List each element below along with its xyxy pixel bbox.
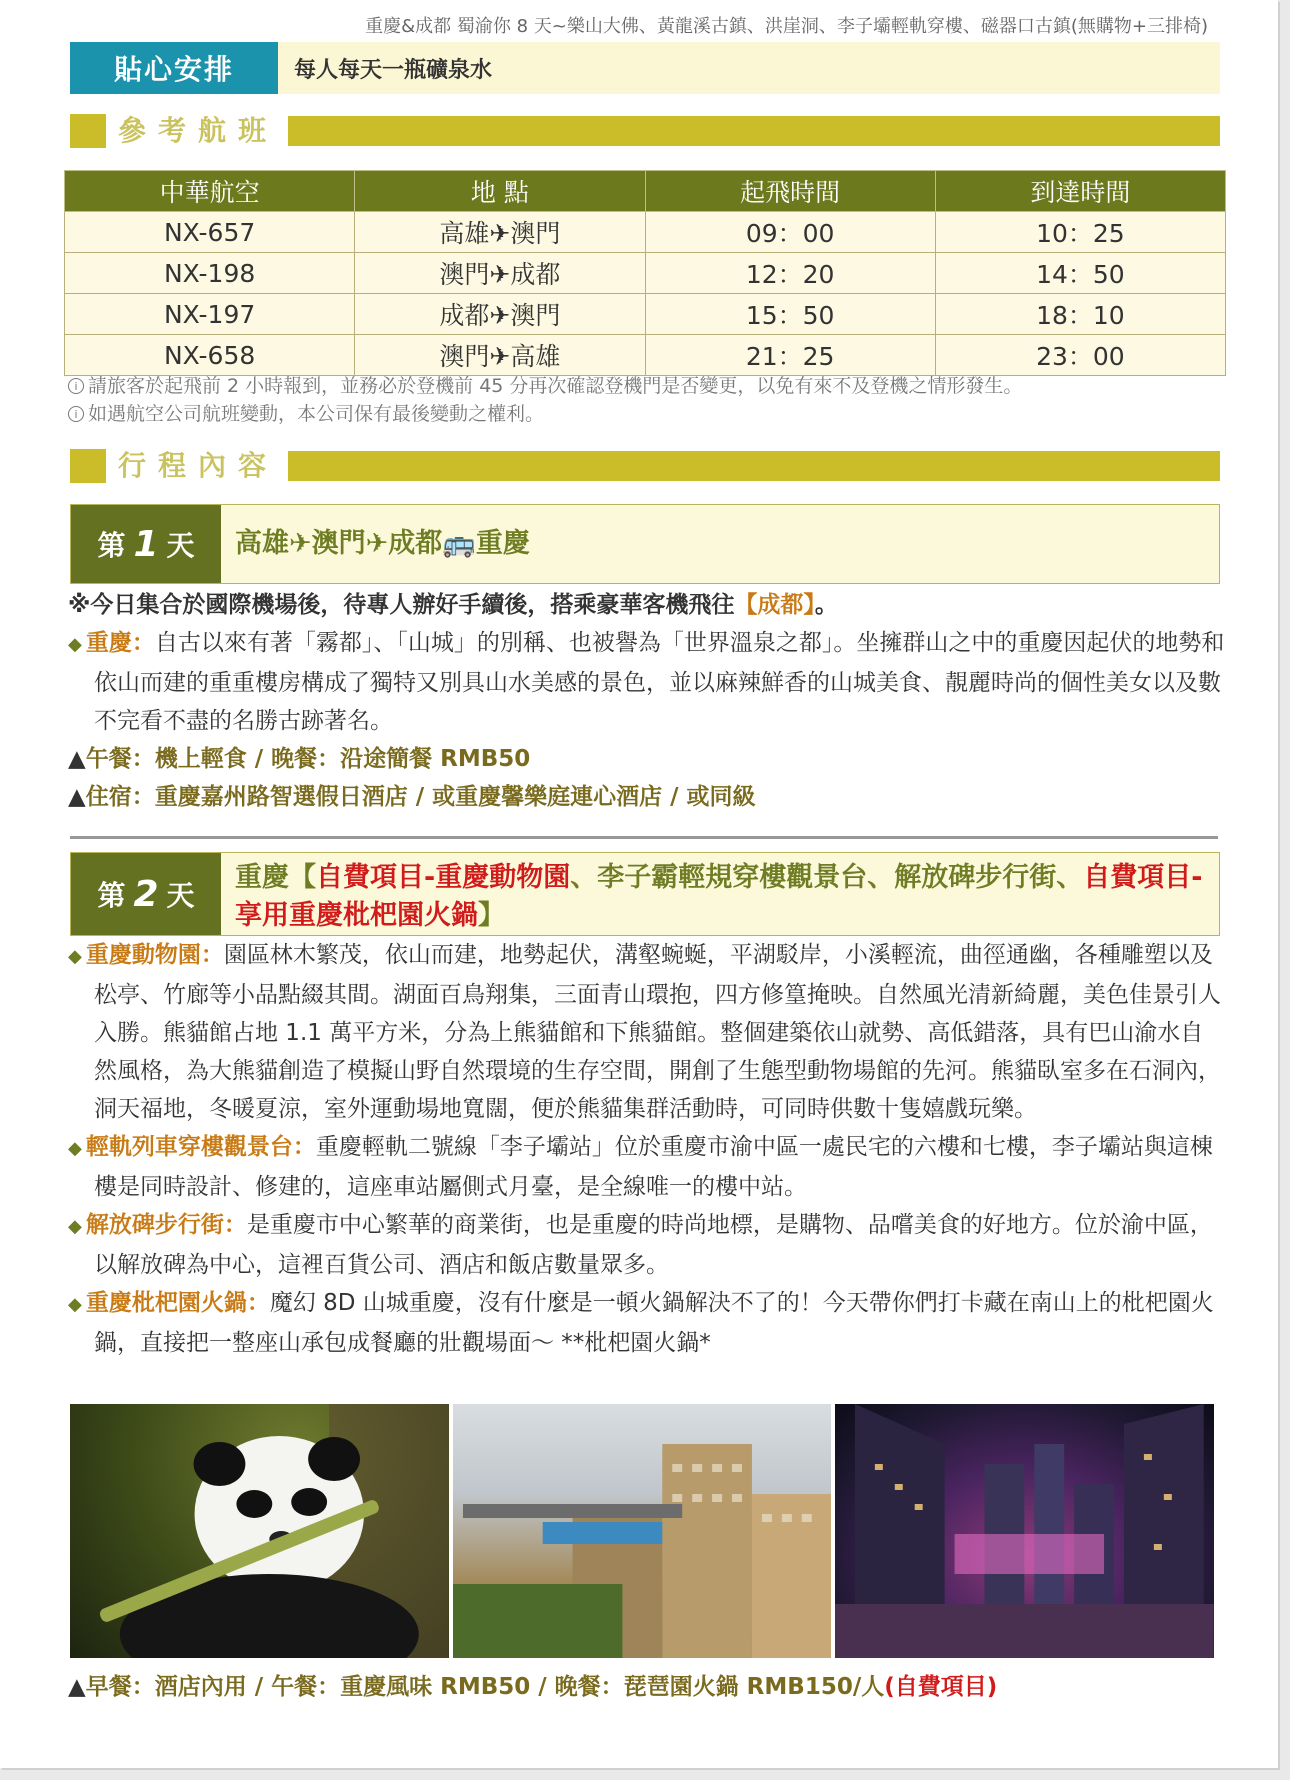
day1-label <box>71 505 221 583</box>
departure-time: 15：50 <box>645 294 935 335</box>
table-row <box>65 335 1226 376</box>
day-prefix: 第 <box>97 529 126 562</box>
hotel-text: 住宿：重慶嘉州路智選假日酒店 / 或重慶馨樂庭連心酒店 / 或同級 <box>85 784 756 810</box>
item-desc: 是重慶市中心繁華的商業街，也是重慶的時尚地標，是購物、品嚐美食的好地方。位於渝中區，以解放碑為中心，這裡百貨公司、酒店和飯店數量眾多。 <box>94 1212 1213 1278</box>
item-name: 輕軌列車穿樓觀景台： <box>85 1134 316 1160</box>
arrival-time: 10：25 <box>935 212 1225 253</box>
flight-route: 成都✈澳門 <box>355 294 645 335</box>
list-item <box>68 1206 1226 1284</box>
departure-time: 21：25 <box>645 335 935 376</box>
day1-intro <box>68 586 1226 624</box>
flight-route: 澳門✈高雄 <box>355 335 645 376</box>
flight-number: NX-197 <box>65 294 355 335</box>
list-item <box>68 1284 1226 1362</box>
item-name: 重慶枇杷園火鍋： <box>85 1290 270 1316</box>
section-title-flights: 參考航班 <box>106 114 288 148</box>
flight-table-header <box>65 171 1226 212</box>
flight-number: NX-658 <box>65 335 355 376</box>
section-rule <box>288 116 1220 146</box>
day1-hotel <box>68 778 1226 816</box>
day2-meals <box>68 1668 1226 1706</box>
note-text: 如遇航空公司航班變動，本公司保有最後變動之權利。 <box>88 403 545 425</box>
departure-time: 09：00 <box>645 212 935 253</box>
info-icon: i <box>68 406 84 422</box>
flight-number: NX-198 <box>65 253 355 294</box>
title-optional-1: 自費項目-重慶動物園 <box>316 862 571 893</box>
title-bracket: 】 <box>478 900 505 931</box>
item-name: 解放碑步行街： <box>85 1212 247 1238</box>
place-desc: 自古以來有著「霧都」、「山城」的別稱、也被譽為「世界溫泉之都」。坐擁群山之中的重慶因起伏的地勢和依山而建的重重樓房構成了獨特又別具山水美感的景色，並以麻辣鮮香的山城美食、靚麗時尚的個性美女以及數不完看不盡的名勝古跡著名。 <box>94 630 1225 734</box>
day-divider <box>70 836 1218 839</box>
day1-place <box>68 624 1226 740</box>
list-item <box>68 936 1226 1128</box>
tip-label: 貼心安排 <box>70 42 278 94</box>
section-marker <box>70 449 106 483</box>
title-sights: 、李子霸輕規穿樓觀景台、解放碑步行街、 <box>570 862 1084 893</box>
monorail-photo <box>453 1404 832 1658</box>
photo-strip <box>70 1404 1214 1658</box>
place-name: 重慶： <box>85 630 155 656</box>
day-suffix: 天 <box>166 879 195 912</box>
intro-end: 。 <box>814 592 838 618</box>
intro-destination: 【成都】 <box>734 592 815 618</box>
day-number: 1 <box>133 523 159 565</box>
triangle-icon: ▲ <box>68 1674 86 1700</box>
departure-time: 12：20 <box>645 253 935 294</box>
note-row <box>68 400 1022 428</box>
table-row <box>65 212 1226 253</box>
day-prefix: 第 <box>97 879 126 912</box>
title-optional-2: 自費項目-享用重慶枇杷園火鍋 <box>235 862 1203 931</box>
day2-label <box>71 853 221 935</box>
section-title-itinerary: 行程內容 <box>106 449 288 483</box>
meals-optional: (自費項目) <box>884 1674 998 1700</box>
day2-content <box>68 936 1226 1362</box>
tip-text: 每人每天一瓶礦泉水 <box>294 57 493 83</box>
diamond-bullet-icon: ◆ <box>68 634 82 655</box>
triangle-icon: ▲ <box>68 784 86 810</box>
section-marker <box>70 114 106 148</box>
tour-title: 重慶&成都 蜀渝你 8 天~樂山大佛、黃龍溪古鎮、洪崖洞、李子壩輕軌穿樓、磁器口古鎮(無購物+三排椅) <box>365 16 1208 37</box>
table-row <box>65 253 1226 294</box>
col-header: 中華航空 <box>65 171 355 212</box>
tip-row <box>70 42 1220 94</box>
col-header: 地 點 <box>355 171 645 212</box>
diamond-bullet-icon: ◆ <box>68 1216 82 1237</box>
meals-line <box>68 1668 1226 1706</box>
flight-route: 高雄✈澳門 <box>355 212 645 253</box>
day1-content <box>68 586 1226 816</box>
section-rule <box>288 451 1220 481</box>
meals-text: 早餐：酒店內用 / 午餐：重慶風味 RMB50 / 晚餐：琵琶園火鍋 RMB150/人 <box>85 1674 885 1700</box>
day1-title: 高雄✈澳門✈成都🚌重慶 <box>235 528 530 559</box>
item-desc: 魔幻 8D 山城重慶，沒有什麼是一頓火鍋解決不了的！今天帶你們打卡藏在南山上的枇杷園火鍋，直接把一整座山承包成餐廳的壯觀場面～ **枇杷園火鍋* <box>94 1290 1214 1356</box>
item-name: 重慶動物園： <box>85 942 224 968</box>
flight-notes <box>68 372 1022 428</box>
day1-header <box>70 504 1220 584</box>
arrival-time: 14：50 <box>935 253 1225 294</box>
day1-meals <box>68 740 1226 778</box>
item-desc: 重慶輕軌二號線「李子壩站」位於重慶市渝中區一處民宅的六樓和七樓，李子壩站與這棟樓是同時設計、修建的，這座車站屬側式月臺，是全線唯一的樓中站。 <box>94 1134 1213 1200</box>
intro-text: ※今日集合於國際機場後，待專人辦好手續後，搭乘豪華客機飛往 <box>68 592 735 618</box>
day2-header <box>70 852 1220 936</box>
item-desc: 園區林木繁茂，依山而建，地勢起伏，溝壑蜿蜒，平湖駁岸，小溪輕流，曲徑通幽，各種雕塑以及松亭、竹廊等小品點綴其間。湖面百鳥翔集，三面青山環抱，四方修篁掩映。自然風光清新綺麗，美色佳景引人入勝。熊貓館占地 1.1 萬平方米，分為上熊貓館和下熊貓館。整個建築依山就勢、高低錯落，具有巴山渝水自然風格，為大熊貓創造了模擬山野自然環境的生存空間，開創了生態型動物場館的先河。熊貓臥室多在石洞內，洞天福地，冬暖夏涼，室外運動場地寬闊，便於熊貓集群活動時，可同時供數十隻嬉戲玩樂。 <box>94 942 1221 1122</box>
day-number: 2 <box>133 873 159 915</box>
day2-title <box>221 853 1219 935</box>
flight-route: 澳門✈成都 <box>355 253 645 294</box>
title-bracket: 【 <box>289 862 316 893</box>
diamond-bullet-icon: ◆ <box>68 1138 82 1159</box>
col-header: 起飛時間 <box>645 171 935 212</box>
note-text: 請旅客於起飛前 2 小時報到，並務必於登機前 45 分再次確認登機門是否變更，以免有來不及登機之情形發生。 <box>88 375 1023 397</box>
section-bar-flights <box>70 114 1220 148</box>
jiefangbei-night-photo <box>835 1404 1214 1658</box>
table-row <box>65 294 1226 335</box>
triangle-icon: ▲ <box>68 746 86 772</box>
day-suffix: 天 <box>166 529 195 562</box>
diamond-bullet-icon: ◆ <box>68 1294 82 1315</box>
diamond-bullet-icon: ◆ <box>68 946 82 967</box>
info-icon: i <box>68 378 84 394</box>
arrival-time: 18：10 <box>935 294 1225 335</box>
note-row <box>68 372 1022 400</box>
flight-number: NX-657 <box>65 212 355 253</box>
meals-text: 午餐：機上輕食 / 晚餐：沿途簡餐 RMB50 <box>85 746 531 772</box>
section-bar-itinerary <box>70 449 1220 483</box>
flight-table <box>64 170 1226 376</box>
col-header: 到達時間 <box>935 171 1225 212</box>
arrival-time: 23：00 <box>935 335 1225 376</box>
list-item <box>68 1128 1226 1206</box>
panda-photo <box>70 1404 449 1658</box>
title-city: 重慶 <box>235 862 289 893</box>
